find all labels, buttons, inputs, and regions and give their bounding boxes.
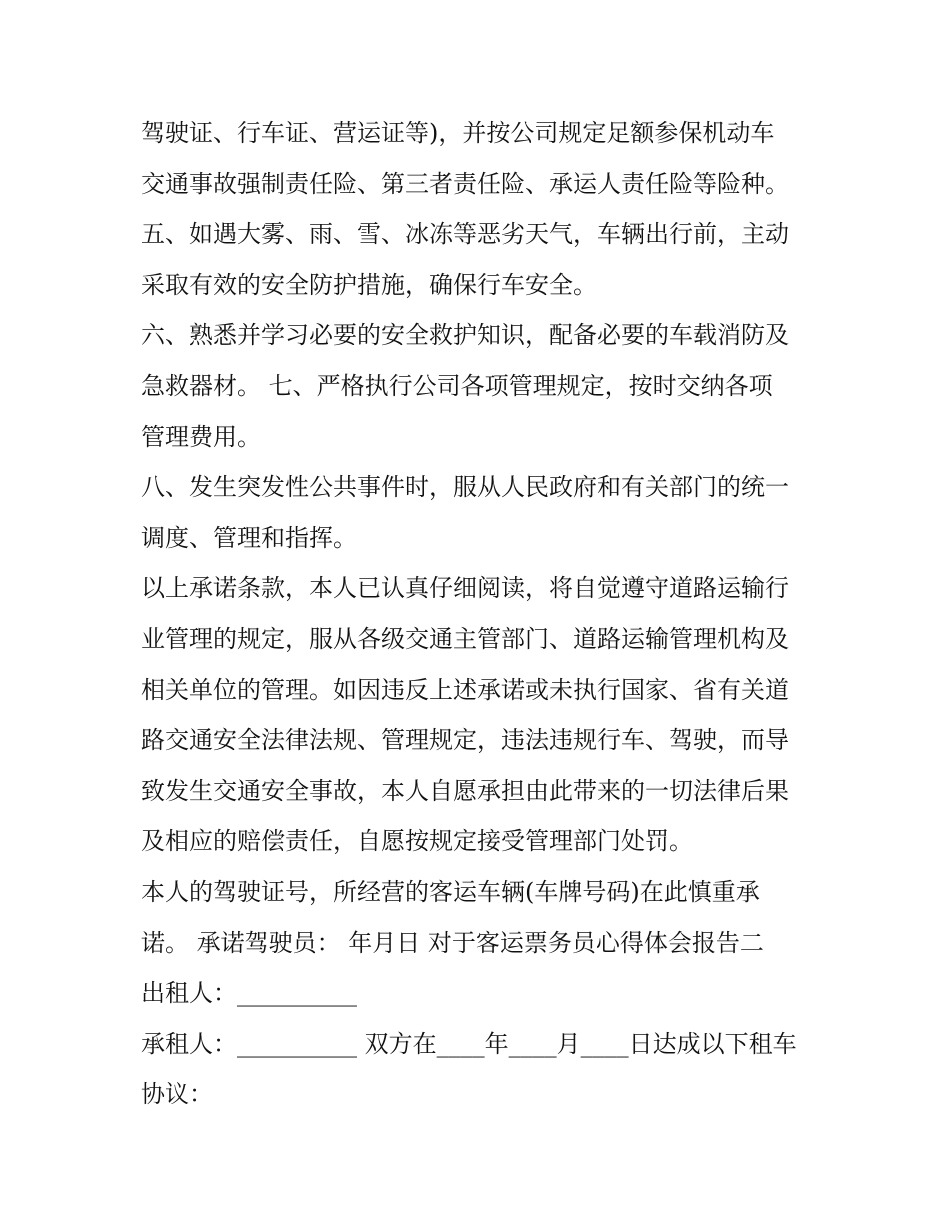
text-line: 采取有效的安全防护措施，确保行车安全。 — [141, 270, 597, 299]
text-line: 致发生交通安全事故，本人自愿承担由此带来的一切法律后果 — [141, 776, 789, 805]
text-line: 诺。 承诺驾驶员： 年月日 对于客运票务员心得体会报告二 — [141, 928, 764, 957]
text-line: 本人的驾驶证号，所经营的客运车辆(车牌号码)在此慎重承 — [141, 877, 760, 906]
text-line: 以上承诺条款，本人已认真仔细阅读，将自觉遵守道路运输行 — [141, 574, 789, 603]
lessee-signature-line: 承租人：__________ 双方在____年____月____日达成以下租车 — [141, 1029, 797, 1058]
text-line: 及相应的赔偿责任，自愿按规定接受管理部门处罚。 — [141, 827, 693, 856]
text-line: 交通事故强制责任险、第三者责任险、承运人责任险等险种。 — [141, 169, 789, 198]
text-line: 协议： — [141, 1080, 213, 1109]
text-line: 五、如遇大雾、雨、雪、冰冻等恶劣天气，车辆出行前，主动 — [141, 220, 789, 249]
lessor-signature-line: 出租人：__________ — [141, 979, 357, 1008]
text-line: 调度、管理和指挥。 — [141, 523, 357, 552]
text-line: 路交通安全法律法规、管理规定，违法违规行车、驾驶，而导 — [141, 726, 789, 755]
text-line: 六、熟悉并学习必要的安全救护知识，配备必要的车载消防及 — [141, 321, 789, 350]
text-line: 驾驶证、行车证、营运证等)，并按公司规定足额参保机动车 — [141, 119, 775, 147]
text-line: 业管理的规定，服从各级交通主管部门、道路运输管理机构及 — [141, 624, 789, 653]
document-body — [141, 108, 841, 1120]
text-line: 急救器材。 七、严格执行公司各项管理规定，按时交纳各项 — [141, 371, 773, 400]
text-line: 管理费用。 — [141, 422, 261, 451]
text-line: 相关单位的管理。如因违反上述承诺或未执行国家、省有关道 — [141, 675, 789, 704]
text-line: 八、发生突发性公共事件时，服从人民政府和有关部门的统一 — [141, 473, 789, 502]
